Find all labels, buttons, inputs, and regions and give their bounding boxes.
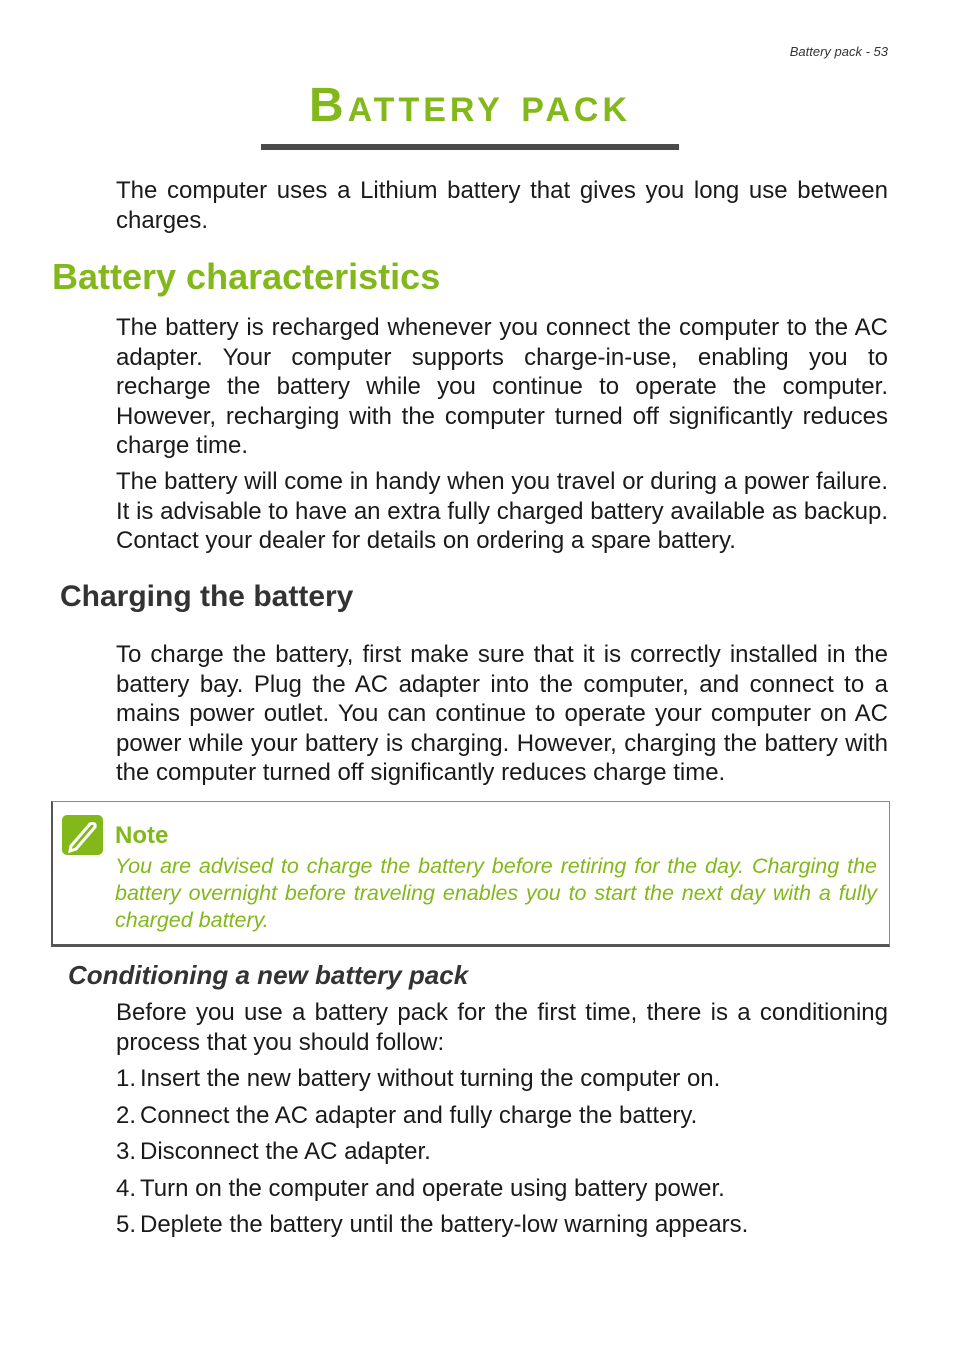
running-header: Battery pack - 53	[789, 44, 888, 59]
charging-paragraph: To charge the battery, first make sure that it is correctly installed in the battery bay. Plug the AC adapter into the computer, and connect to a mains power outlet. You can continue to operate your computer on AC power while your battery is charging. However, charging the battery with the computer turned off significantly reduces charge time.	[116, 641, 888, 786]
step-text: Deplete the battery until the battery-low warning appears.	[140, 1211, 749, 1238]
conditioning-paragraph: Before you use a battery pack for the first time, there is a conditioning process that you should follow:	[116, 999, 888, 1056]
step-text: Connect the AC adapter and fully charge the battery.	[140, 1101, 698, 1129]
intro-paragraph: The computer uses a Lithium battery that gives you long use between charges.	[116, 177, 888, 234]
list-item	[116, 1210, 888, 1247]
chapter-title: Battery pack	[308, 79, 632, 132]
step-number: 3.	[116, 1138, 137, 1165]
step-text: Insert the new battery without turning the computer on.	[140, 1065, 721, 1092]
note-box	[51, 801, 890, 947]
list-item	[116, 1137, 888, 1174]
battery-characteristics-paragraph-2: The battery will come in handy when you travel or during a power failure. It is advisable to have an extra fully charged battery available as backup. Contact your dealer for details on ordering a spare battery.	[116, 468, 888, 554]
step-number: 4.	[116, 1174, 137, 1202]
section-heading-battery-characteristics: Battery characteristics	[52, 256, 441, 297]
section-heading-conditioning: Conditioning a new battery pack	[68, 960, 469, 990]
pencil-note-icon	[62, 815, 103, 855]
conditioning-steps-list	[116, 1064, 888, 1247]
chapter-title-rule	[261, 144, 679, 150]
note-text: You are advised to charge the battery before retiring for the day. Charging the battery overnight before traveling enables you to start the next day with a fully charged battery.	[115, 854, 877, 932]
battery-characteristics-paragraph-1: The battery is recharged whenever you connect the computer to the AC adapter. Your computer supports charge-in-use, enabling you to recharge the battery while you continue to operate the computer. However, recharging with the computer turned off significantly reduces charge time.	[116, 314, 888, 459]
section-heading-charging: Charging the battery	[60, 580, 354, 613]
step-number: 2.	[116, 1101, 137, 1129]
step-text: Disconnect the AC adapter.	[140, 1138, 431, 1165]
step-text: Turn on the computer and operate using battery power.	[140, 1174, 725, 1202]
list-item	[116, 1174, 888, 1211]
list-item	[116, 1064, 888, 1101]
note-label: Note	[115, 822, 169, 849]
step-number: 5.	[116, 1211, 137, 1238]
step-number: 1.	[116, 1065, 137, 1092]
list-item	[116, 1101, 888, 1138]
